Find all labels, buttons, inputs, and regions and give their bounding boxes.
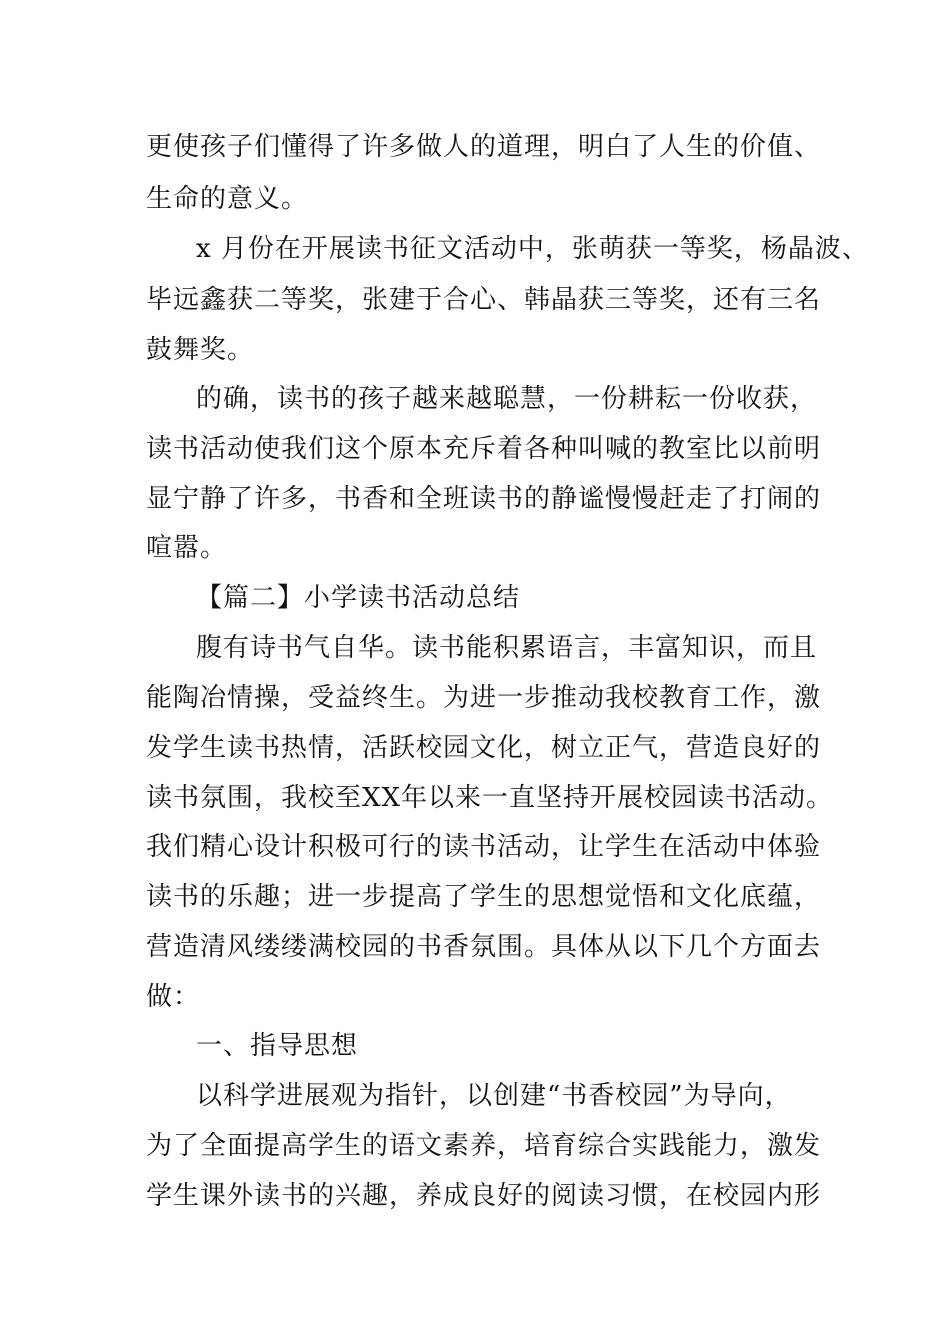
- text-line: 毕远鑫获二等奖，张建于合心、韩晶获三等奖，还有三名: [146, 285, 822, 315]
- text-line: 学生课外读书的兴趣，养成良好的阅读习惯，在校园内形: [146, 1181, 822, 1211]
- paragraph-start-line: x 月份在开展读书征文活动中，张萌获一等奖，杨晶波、: [196, 234, 869, 264]
- paragraph-start-line: 的确，读书的孩子越来越聪慧，一份耕耘一份收获，: [196, 384, 818, 414]
- subsection-heading: 一、指导思想: [196, 1031, 359, 1061]
- text-line: 能陶冶情操，受益终生。为进一步推动我校教育工作，激: [146, 683, 822, 713]
- text-line: 显宁静了许多，书香和全班读书的静谧慢慢赶走了打闹的: [146, 484, 822, 514]
- section-heading: 【篇二】小学读书活动总结: [196, 583, 521, 613]
- text-line: 读书氛围，我校至XX年以来一直坚持开展校园读书活动。: [146, 783, 834, 813]
- text-line: 发学生读书热情，活跃校园文化，树立正气，营造良好的: [146, 733, 822, 763]
- text-line: 我们精心设计积极可行的读书活动，让学生在活动中体验: [146, 832, 822, 862]
- text-line: 营造清风缕缕满校园的书香氛围。具体从以下几个方面去: [146, 932, 822, 962]
- text-line: 更使孩子们懂得了许多做人的道理，明白了人生的价值、: [146, 132, 822, 162]
- text-line: 鼓舞奖。: [146, 335, 255, 365]
- text-line: 做：: [146, 982, 201, 1012]
- text-line: 读书的乐趣；进一步提高了学生的思想觉悟和文化底蕴，: [146, 882, 822, 912]
- paragraph-start-line: 腹有诗书气自华。读书能积累语言，丰富知识，而且: [196, 633, 818, 663]
- text-line: 生命的意义。: [146, 184, 309, 214]
- text-line: 为了全面提高学生的语文素养，培育综合实践能力，激发: [146, 1131, 822, 1161]
- text-line: 读书活动使我们这个原本充斥着各种叫喊的教室比以前明: [146, 434, 822, 464]
- paragraph-start-line: 以科学进展观为指针，以创建“书香校园”为导向，: [196, 1081, 792, 1111]
- text-line: 喧嚣。: [146, 533, 228, 563]
